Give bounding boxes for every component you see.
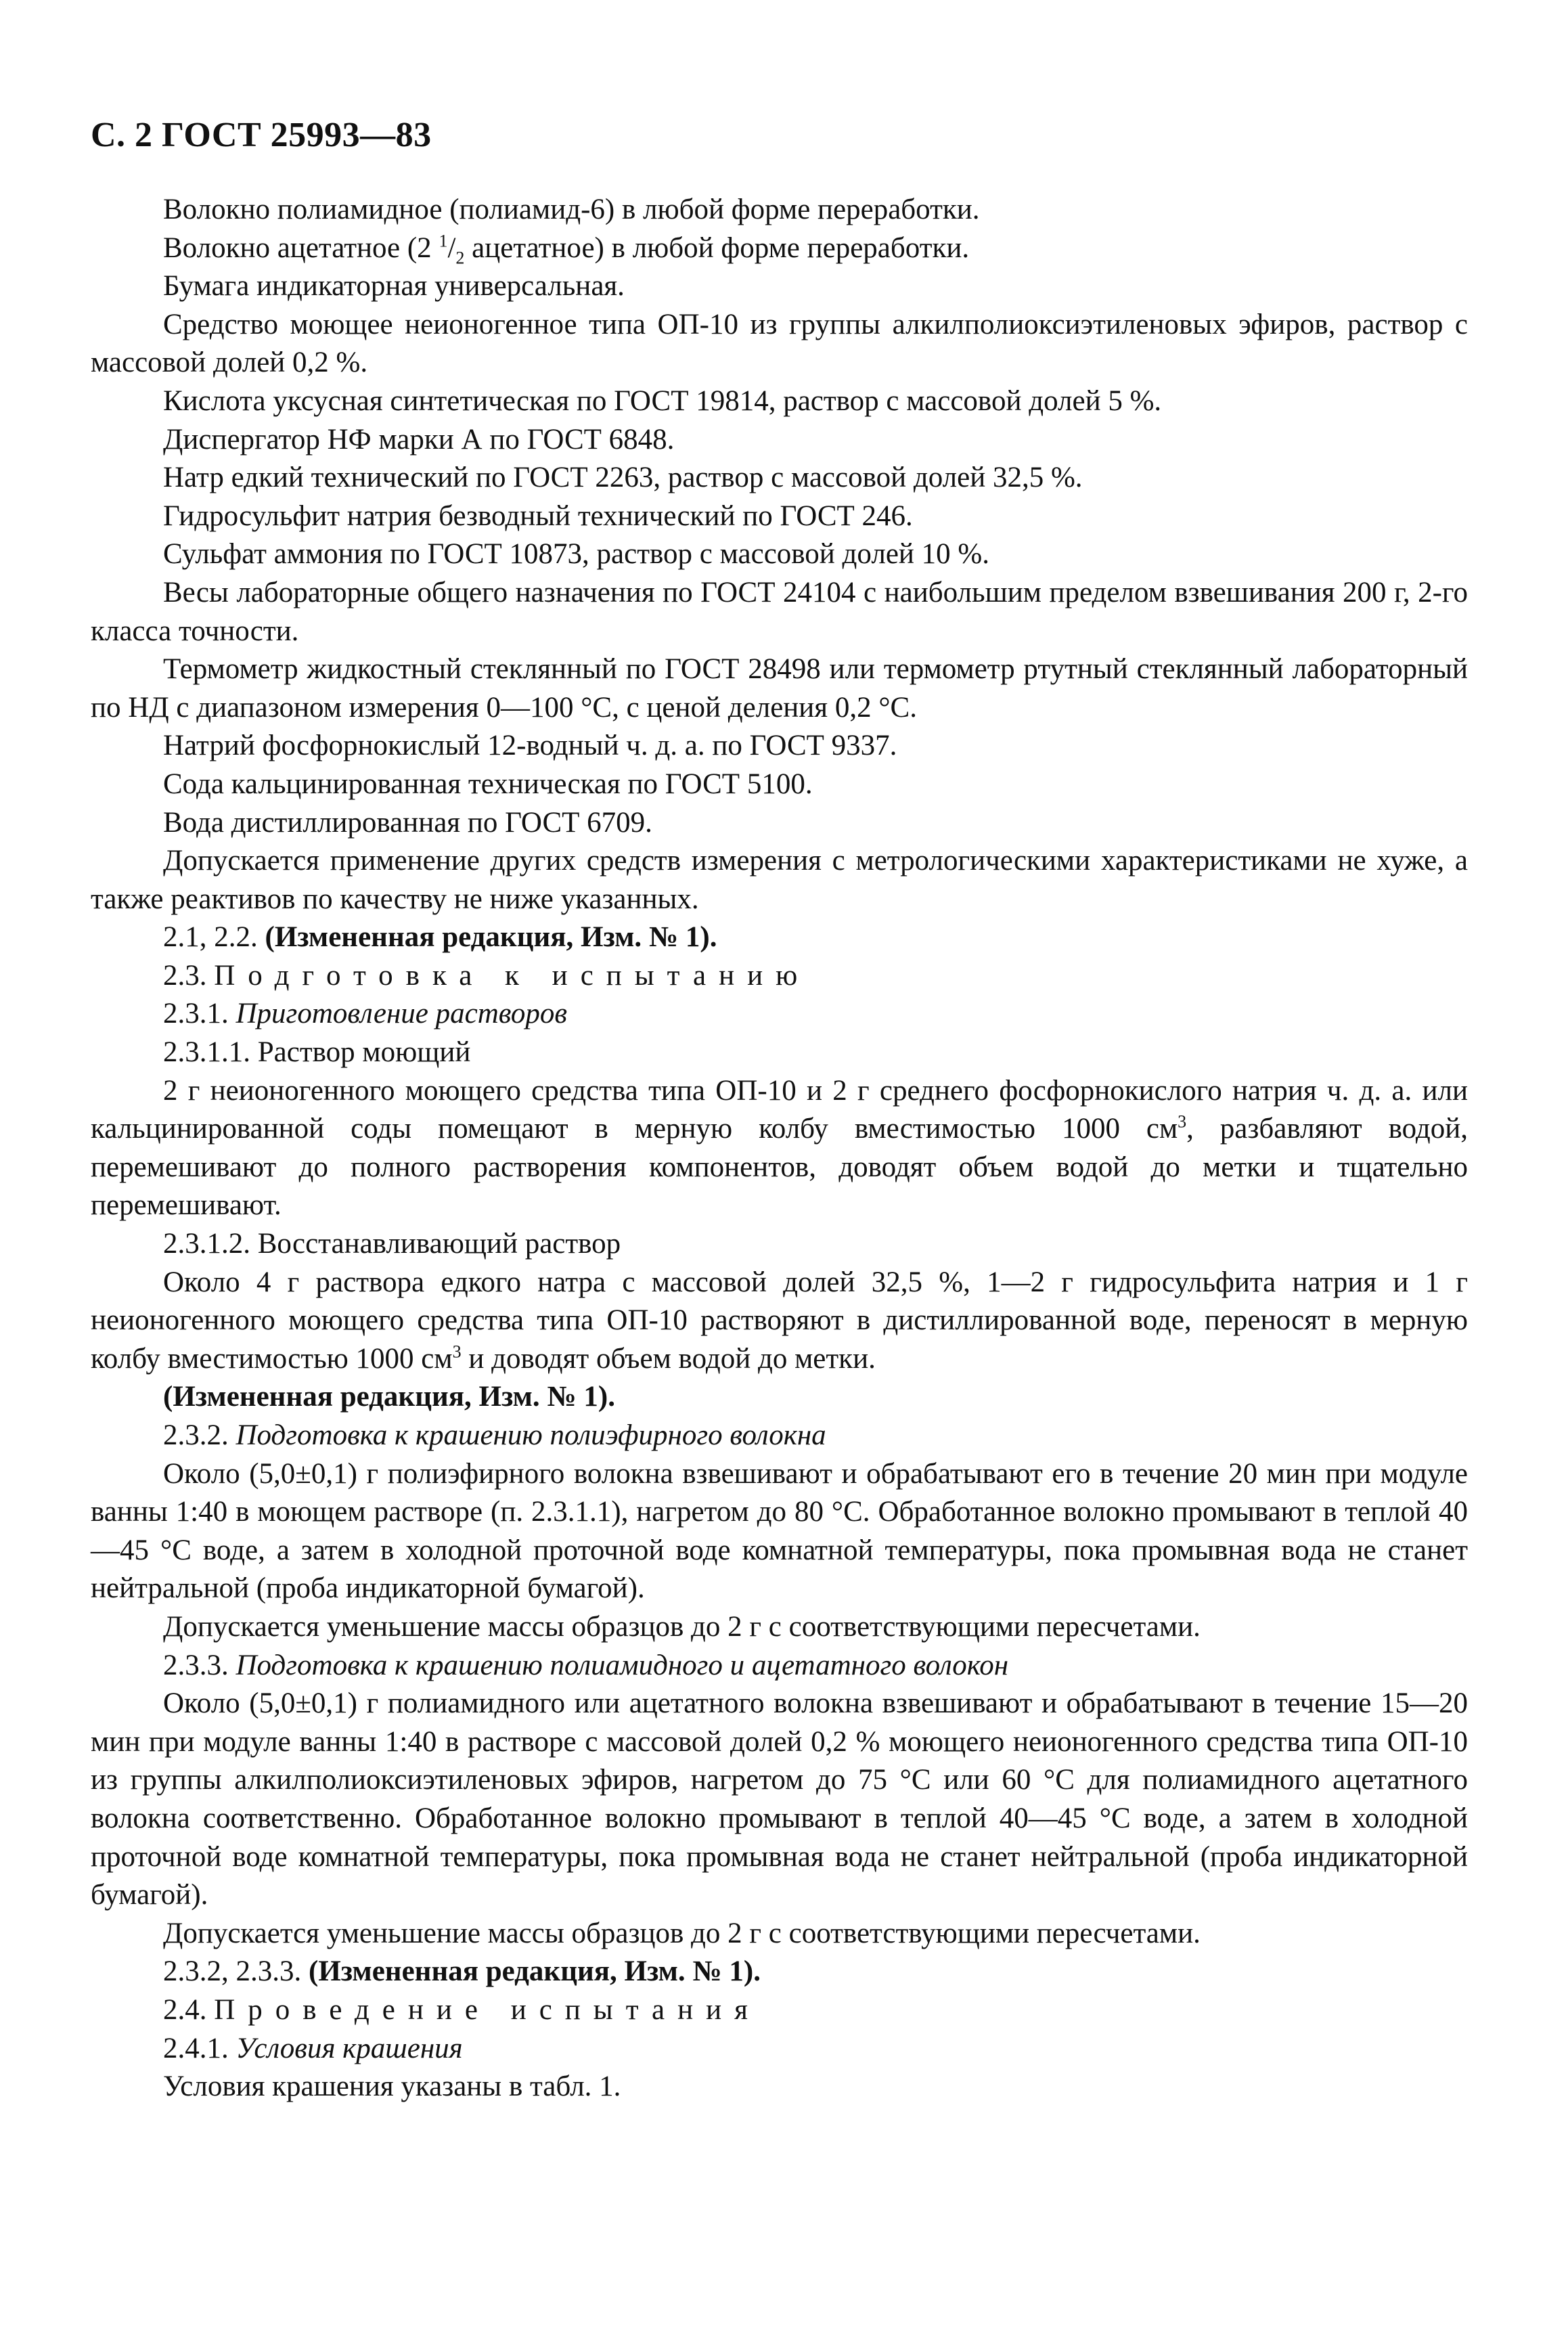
text-paragraph: Весы лабораторные общего назначения по ГОСТ 24104 с наибольшим пределом взвешивания 200 г, 2-го класса точности. bbox=[91, 576, 1468, 647]
document-page bbox=[91, 115, 1468, 2106]
section-heading: 2.3. Подготовка к испытанию bbox=[163, 959, 811, 992]
page-header: С. 2 ГОСТ 25993—83 bbox=[91, 116, 432, 154]
text-line: Натр едкий технический по ГОСТ 2263, раствор с массовой долей 32,5 %. bbox=[163, 462, 1083, 494]
amendment-note: 2.3.2, 2.3.3. (Измененная редакция, Изм. № 1). bbox=[163, 1955, 761, 1988]
text-paragraph: Около 4 г раствора едкого натра с массовой долей 32,5 %, 1—2 г гидросульфита натрия и 1 г неионогенного моющего средства типа ОП-10 растворяют в дистиллированной воде, переносят в мерную колбу вместимостью 1000 $см^3$ и доводят объем водой до метки. bbox=[91, 1266, 1468, 1375]
clause-heading: 2.3.1.2. Восстанавливающий раствор bbox=[163, 1228, 621, 1260]
amendment-note: 2.1, 2.2. (Измененная редакция, Изм. № 1). bbox=[163, 921, 717, 954]
text-paragraph: Термометр жидкостный стеклянный по ГОСТ 28498 или термометр ртутный стеклянный лабораторный по НД с диапазоном измерения 0—100 °С, с ценой деления 0,2 °С. bbox=[91, 653, 1468, 724]
text-line: Бумага индикаторная универсальная. bbox=[163, 270, 625, 303]
text-line: Сульфат аммония по ГОСТ 10873, раствор с массовой долей 10 %. bbox=[163, 538, 989, 571]
text-paragraph: Допускается применение других средств измерения с метрологическими характеристиками не хуже, а также реактивов по качеству не ниже указанных. bbox=[91, 845, 1468, 915]
text-line: Вода дистиллированная по ГОСТ 6709. bbox=[163, 806, 652, 839]
text-line: Условия крашения указаны в табл. 1. bbox=[163, 2071, 621, 2103]
text-line: Диспергатор НФ марки А по ГОСТ 6848. bbox=[163, 423, 675, 456]
amendment-note: (Измененная редакция, Изм. № 1). bbox=[163, 1381, 615, 1413]
text-paragraph: 2 г неионогенного моющего средства типа ОП-10 и 2 г среднего фосфорнокислого натрия ч. д. а. или кальцинированной соды помещают в мерную колбу вместимостью 1000 $см^3$, разбавляют водой, перемешивают до полного растворения компонентов, доводят объем водой до метки и тщательно перемешивают. bbox=[91, 1074, 1468, 1222]
subsection-heading: 2.3.3. Подготовка к крашению полиамидного и ацетатного волокон bbox=[163, 1649, 1009, 1681]
text-line: Волокно полиамидное (полиамид-6) в любой форме переработки. bbox=[163, 194, 980, 225]
clause-heading: 2.3.1.1. Раствор моющий bbox=[163, 1036, 471, 1069]
subsection-heading: 2.4.1. Условия крашения bbox=[163, 2032, 463, 2064]
text-line: Кислота уксусная синтетическая по ГОСТ 19814, раствор с массовой долей 5 %. bbox=[163, 384, 1162, 417]
text-line: Сода кальцинированная техническая по ГОСТ 5100. bbox=[163, 768, 813, 800]
text-paragraph: Около (5,0±0,1) г полиамидного или ацетатного волокна взвешивают и обрабатывают в течение 15—20 мин при модуле ванны 1:40 в растворе с массовой долей 0,2 % моющего неионогенного средства типа ОП-10 из группы алкилполиоксиэтиленовых эфиров, нагретом до 75 °С или 60 °С для полиамидного ацетатного волокна соответственно. Обработанное волокно промывают в теплой 40—45 °С воде, а затем в холодной проточной воде комнатной температуры, пока промывная вода не станет нейтральной (проба индикаторной бумагой). bbox=[91, 1687, 1468, 1911]
text-paragraph: Около (5,0±0,1) г полиэфирного волокна взвешивают и обрабатывают его в течение 20 мин при модуле ванны 1:40 в моющем растворе (п. 2.3.1.1), нагретом до 80 °С. Обработанное волокно промывают в теплой 40—45 °С воде, а затем в холодной проточной воде комнатной температуры, пока промывная вода не станет нейтральной (проба индикаторной бумагой). bbox=[91, 1457, 1468, 1605]
subsection-heading: 2.3.2. Подготовка к крашению полиэфирного волокна bbox=[163, 1419, 826, 1451]
text-line: Натрий фосфорнокислый 12-водный ч. д. а. по ГОСТ 9337. bbox=[163, 730, 897, 762]
text-line: Волокно ацетатное (2 $^1/_2$ ацетатное) в любой форме переработки. bbox=[163, 231, 970, 268]
text-line: Гидросульфит натрия безводный технический по ГОСТ 246. bbox=[163, 500, 913, 532]
text-line: Допускается уменьшение массы образцов до 2 г с соответствующими пересчетами. bbox=[163, 1610, 1201, 1643]
subsection-heading: 2.3.1. Приготовление растворов bbox=[163, 998, 568, 1030]
text-paragraph: Средство моющее неионогенное типа ОП-10 из группы алкилполиоксиэтиленовых эфиров, раствор с массовой долей 0,2 %. bbox=[91, 308, 1468, 379]
text-line: Допускается уменьшение массы образцов до 2 г с соответствующими пересчетами. bbox=[163, 1917, 1201, 1949]
section-heading: 2.4. Проведение испытания bbox=[163, 1993, 761, 2026]
